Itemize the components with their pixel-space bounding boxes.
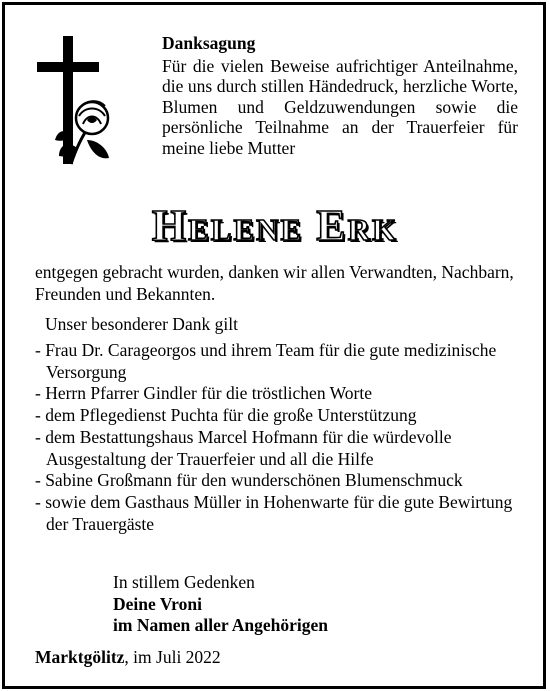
thanks-list: [35, 340, 530, 535]
notice-heading: Danksagung: [162, 33, 256, 53]
thanks-intro: Unser besonderer Dank gilt: [45, 314, 238, 334]
list-item: - Frau Dr. Carageorgos und ihrem Team für die gute medizinische Versorgung: [35, 340, 497, 382]
closing-line: In stillem Gedenken: [113, 572, 255, 592]
signature: Deine Vroni: [113, 593, 202, 614]
after-name-text: entgegen gebracht wurden, danken wir allen Verwandten, Nachbarn, Freunden und Bekannten.: [35, 262, 514, 304]
cross-with-rose-icon: [37, 36, 127, 176]
list-item: - Herrn Pfarrer Gindler für die tröstlichen Worte: [35, 383, 372, 404]
list-item: - dem Pflegedienst Puchta für die große Unterstützung: [35, 405, 417, 426]
list-item: - dem Bestattungshaus Marcel Hofmann für die würdevolle Ausgestaltung der Trauerfeier und all die Hilfe: [35, 426, 452, 469]
place: Marktgölitz: [35, 647, 125, 667]
list-item: - Sabine Großmann für den wunderschönen Blumenschmuck: [35, 470, 463, 491]
place-date: [35, 647, 221, 668]
date: , im Juli 2022: [124, 647, 221, 667]
deceased-name: Helene Erk: [151, 201, 399, 250]
closing-block: [113, 572, 328, 637]
list-item: - sowie dem Gasthaus Müller in Hohenwarte für die gute Bewirtung der Trauergäste: [35, 491, 513, 534]
signature-sub: im Namen aller Angehörigen: [113, 615, 329, 635]
intro-text: Für die vielen Beweise aufrichtiger Anteilnahme, die uns durch stillen Händedruck, herzliche Worte, Blumen und Geldzuwendungen sowie die persönliche Teilnahme an der Trauerfeier für meine liebe Mutter: [162, 55, 518, 158]
intro-block: [162, 33, 518, 158]
